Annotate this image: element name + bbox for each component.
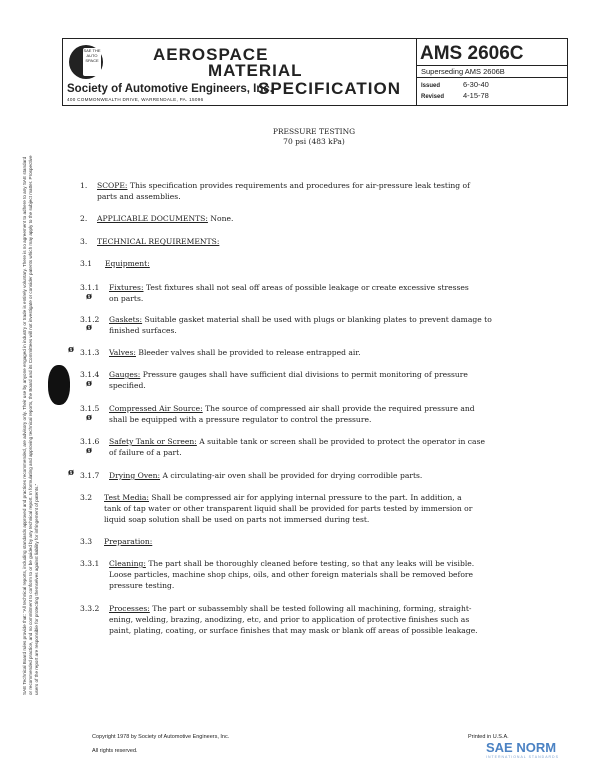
section-number: 3.1.3	[80, 348, 100, 357]
superseding: Superseding AMS 2606B	[417, 66, 568, 78]
section-gauges: Gauges: Pressure gauges shall have sufficient dial divisions to permit monitoring of pressure specified.	[109, 370, 468, 390]
doc-title: PRESSURE TESTING	[272, 127, 356, 136]
doc-subtitle: 70 psi (483 kPa)	[283, 137, 345, 146]
section-preparation: Preparation:	[104, 537, 153, 546]
section-number: 3.3	[80, 537, 93, 546]
section-test-media: Test Media: Shall be compressed air for applying internal pressure to the part. In addition, a tank of tap water or other transparent liquid shall be provided for parts tested by immersion or liquid soap solution shall be used on parts not immersed during test.	[104, 493, 473, 524]
section-number: 3.	[80, 237, 88, 246]
revision-mark: ø	[68, 345, 75, 355]
logo-text: SAE THE AUTO SPACE	[83, 48, 101, 76]
section-number: 3.3.2	[80, 604, 100, 613]
issued-row: Issued 6-30-40	[421, 80, 489, 89]
section-applicable-docs: APPLICABLE DOCUMENTS: None.	[97, 214, 234, 223]
section-scope: SCOPE: This specification provides requirements and procedures for air-pressure leak testing of parts and assemblies.	[97, 181, 470, 201]
section-safety-tank: Safety Tank or Screen: A suitable tank or screen shall be provided to protect the operator in case of failure of a part.	[109, 437, 485, 457]
heading-aerospace: AEROSPACE	[153, 45, 269, 64]
advisory-side-note	[22, 155, 52, 695]
section-number: 3.1.7	[80, 471, 100, 480]
section-number: 3.1.1	[80, 283, 100, 292]
section-number: 2.	[80, 214, 88, 223]
revision-mark: ø	[86, 446, 93, 456]
advisory-text: SAE Technical Board rules provide that: "All technical reports, including standards approved and practices recommended, are advisory only. Their use by anyone engaged in industry or trade is entirely voluntary. There is no agreement to adhere to any SAE standard or recommended practice, and no commitment to conform to or be guided by any technical report. In formulating and approving technical reports, the Board and its Committees will not investigate or consider patents which may apply to the subject matter. Prospective users of the report are responsible for protecting themselves against liability for infringement of patents."	[22, 155, 39, 695]
section-processes: Processes: The part or subassembly shall be tested following all machining, forming, straight- ening, welding, brazing, anodizing, etc, and prior to application of protective finishes such as paint, plating, coating, or surface finishes that may mask or blank off areas of possible leakage.	[109, 604, 478, 635]
section-number: 3.1.2	[80, 315, 100, 324]
revision-mark: ø	[86, 292, 93, 302]
section-equipment: Equipment:	[105, 259, 150, 268]
revision-mark: ø	[86, 323, 93, 333]
section-number: 3.1.5	[80, 404, 100, 413]
revision-mark: ø	[86, 413, 93, 423]
copyright: Copyright 1978 by Society of Automotive Engineers, Inc.	[92, 734, 230, 740]
section-gaskets: Gaskets: Suitable gasket material shall be used with plugs or blanking plates to prevent damage to finished surfaces.	[109, 315, 492, 335]
section-number: 3.1	[80, 259, 93, 268]
sae-norm-watermark: SAE NORM INTERNATIONAL STANDARDS	[486, 740, 559, 759]
section-number: 3.3.1	[80, 559, 100, 568]
revision-mark: ø	[86, 379, 93, 389]
society-name: Society of Automotive Engineers, Inc.	[67, 83, 273, 95]
section-cleaning: Cleaning: The part shall be thoroughly cleaned before testing, so that any leaks will be visible. Loose particles, machine shop chips, oils, and other foreign materials shall be removed before pressure testing.	[109, 559, 475, 590]
section-valves: Valves: Bleeder valves shall be provided to release entrapped air.	[109, 348, 361, 357]
society-address: 400 COMMONWEALTH DRIVE, WARRENDALE, PA. 15096	[67, 97, 204, 102]
section-number: 3.1.4	[80, 370, 100, 379]
section-number: 3.1.6	[80, 437, 100, 446]
heading-specification: SPECIFICATION	[258, 79, 402, 98]
heading-material: MATERIAL	[208, 61, 303, 80]
revised-row: Revised 4-15-78	[421, 91, 489, 100]
ams-number: AMS 2606C	[417, 39, 568, 66]
section-fixtures: Fixtures: Test fixtures shall not seal off areas of possible leakage or create excessive stresses on parts.	[109, 283, 469, 303]
revision-mark: ø	[68, 468, 75, 478]
spec-id-box	[416, 39, 568, 105]
rights-reserved: All rights reserved.	[92, 748, 138, 754]
section-technical: TECHNICAL REQUIREMENTS:	[97, 237, 220, 246]
ink-blot	[48, 365, 70, 405]
printed-in: Printed in U.S.A.	[468, 734, 509, 740]
sae-logo-icon	[69, 45, 103, 79]
section-compressed-air: Compressed Air Source: The source of compressed air shall provide the required pressure and shall be equipped with a pressure regulator to control the pressure.	[109, 404, 475, 424]
document-header	[62, 38, 568, 106]
section-number: 1.	[80, 181, 88, 190]
section-number: 3.2	[80, 493, 93, 502]
section-drying-oven: Drying Oven: A circulating-air oven shall be provided for drying corrodible parts.	[109, 471, 423, 480]
